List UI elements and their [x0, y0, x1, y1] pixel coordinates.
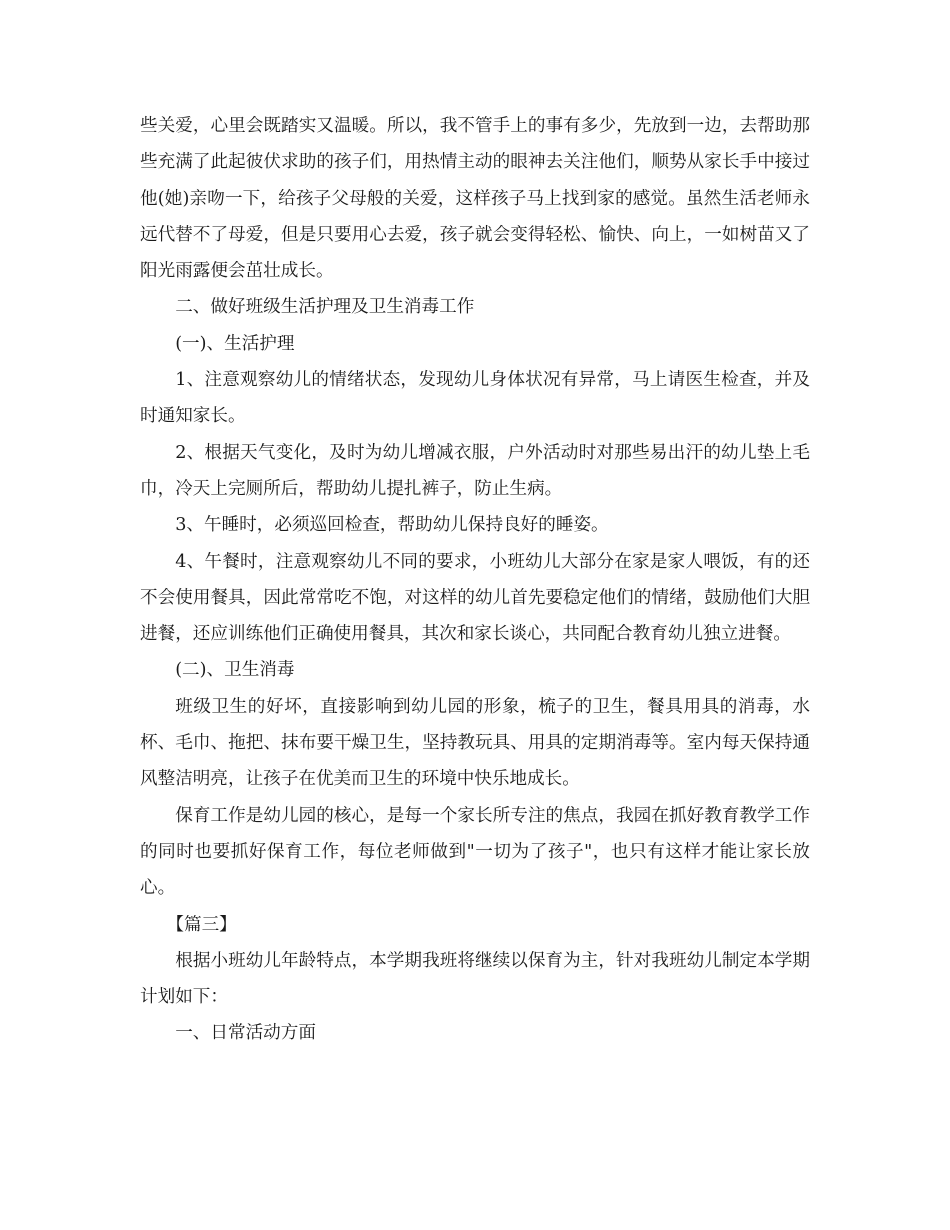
list-item-4: 4、午餐时，注意观察幼儿不同的要求，小班幼儿大部分在家是家人喂饭，有的还不会使用餐具，因此常常吃不饱，对这样的幼儿首先要稳定他们的情绪，鼓励他们大胆进餐，还应训练他们正确使用餐具，其次和家长谈心，共同配合教育幼儿独立进餐。	[140, 551, 810, 645]
paragraph-plan-intro: 根据小班幼儿年龄特点，本学期我班将继续以保育为主，针对我班幼儿制定本学期计划如下：	[140, 950, 810, 1008]
paragraph-conclusion: 保育工作是幼儿园的核心，是每一个家长所专注的焦点，我园在抓好教育教学工作的同时也要抓好保育工作，每位老师做到"一切为了孩子"，也只有这样才能让家长放心。	[140, 805, 810, 899]
paragraph-continuation: 些关爱，心里会既踏实又温暖。所以，我不管手上的事有多少，先放到一边，去帮助那些充满了此起彼伏求助的孩子们，用热情主动的眼神去关注他们，顺势从家长手中接过他(她)亲吻一下，给孩子父母般的关爱，这样孩子马上找到家的感觉。虽然生活老师永远代替不了母爱，但是只要用心去爱，孩子就会变得轻松、愉快、向上，一如树苗又了阳光雨露便会茁壮成长。	[140, 116, 810, 282]
paragraph-hygiene: 班级卫生的好坏，直接影响到幼儿园的形象，梳子的卫生，餐具用具的消毒，水杯、毛巾、拖把、抹布要干燥卫生，坚持教玩具、用具的定期消毒等。室内每天保持通风整洁明亮，让孩子在优美而卫生的环境中快乐地成长。	[140, 696, 810, 790]
subsection-heading-life-care: (一)、生活护理	[175, 333, 295, 354]
list-item-1: 1、注意观察幼儿的情绪状态，发现幼儿身体状况有异常，马上请医生检查，并及时通知家长。	[140, 370, 810, 427]
subsection-heading-hygiene: (二)、卫生消毒	[175, 660, 295, 681]
list-item-3: 3、午睡时，必须巡回检查，帮助幼儿保持良好的睡姿。	[175, 515, 609, 536]
section-heading-care-and-hygiene: 二、做好班级生活护理及卫生消毒工作	[175, 297, 475, 318]
document-body	[140, 108, 810, 1052]
list-item-2: 2、根据天气变化，及时为幼儿增减衣服，户外活动时对那些易出汗的幼儿垫上毛巾，冷天上完厕所后，帮助幼儿提扎裤子，防止生病。	[140, 442, 810, 499]
section-heading-daily-activities: 一、日常活动方面	[175, 1023, 316, 1044]
chapter-heading-part-three: 【篇三】	[166, 914, 237, 935]
